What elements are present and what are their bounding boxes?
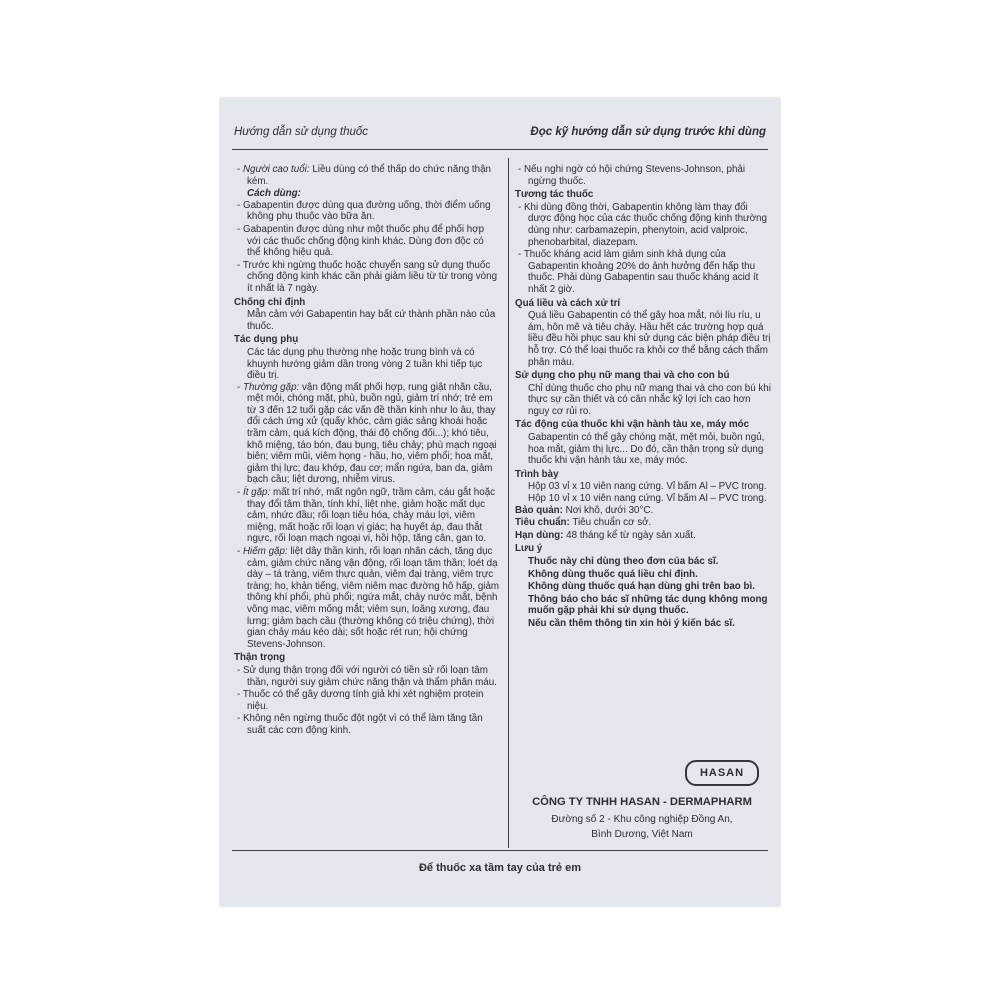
caution-item: - Thuốc có thể gây dương tính giả khi xét nghiệm protein niệu.: [237, 689, 484, 712]
header-right-title: Đọc kỹ hướng dẫn sử dụng trước khi dùng: [530, 126, 766, 138]
less-common-text: mất trí nhớ, mất ngôn ngữ, trầm cảm, cáu gắt hoặc thay đổi tâm thần, tính khí, liệt nhẹ, giảm hoặc mất dục cảm, nhức đầu; rối loạn tiêu hóa, chảy máu lợi, viêm miệng, mất hoặc rối loạn vị giác; hạ huyết áp, đau thắt ngực, rối loạn mạch ngoại vi, hồi hộp, tăng cân, gan to.: [247, 487, 496, 545]
driving-heading: Tác động của thuốc khi vận hành tàu xe, máy móc: [515, 419, 750, 431]
expiry-text: 48 tháng kể từ ngày sản xuất.: [566, 529, 696, 541]
side-effects-less-common: - Ít gặp: mất trí nhớ, mất ngôn ngữ, trầm cảm, cáu gắt hoặc thay đổi tâm thần, tính khí, liệt nhẹ, giảm hoặc mất dục cảm, nhức đầu; rối loạn tiêu hóa, chảy máu lợi, viêm miệng, mất hoặc rối loạn vị giác; hạ huyết áp, đau thắt ngực, rối loạn mạch ngoại vi, hồi hộp, tăng cân, gan to.: [237, 487, 496, 545]
note-item: Thông báo cho bác sĩ những tác dụng không mong muốn gặp phải khi sử dụng thuốc.: [528, 593, 768, 617]
pregnancy-heading: Sử dụng cho phụ nữ mang thai và cho con bú: [515, 370, 730, 382]
presentation-item: Hộp 03 vỉ x 10 viên nang cứng. Vỉ bấm Al – PVC trong.: [528, 481, 767, 493]
column-divider: [508, 158, 509, 848]
footer-warning: Để thuốc xa tầm tay của trẻ em: [418, 862, 581, 874]
side-effects-heading: Tác dụng phụ: [234, 334, 299, 346]
caution-item: - Không nên ngừng thuốc đột ngột vì có thể làm tăng tần suất các cơn động kinh.: [237, 713, 483, 736]
pregnancy-text: Chỉ dùng thuốc cho phụ nữ mang thai và cho con bú khi thực sự cần thiết và có cân nhắc kỹ lợi ích cao hơn nguy cơ rủi ro.: [528, 382, 771, 417]
storage-text: Nơi khô, dưới 30°C.: [565, 504, 654, 516]
header-left-title: Hướng dẫn sử dụng thuốc: [234, 126, 369, 138]
overdose-heading: Quá liều và cách xử trí: [515, 297, 621, 309]
interaction-item: - Thuốc kháng acid làm giảm sinh khả dụng của Gabapentin khoảng 20% do ảnh hưởng đến hấp thu thuốc. Phải dùng Gabapentin sau thuốc kháng acid ít nhất 2 giờ.: [518, 249, 759, 295]
side-effects-rare: - Hiếm gặp: liệt dây thần kinh, rối loạn nhân cách, tăng dục cảm, giảm chức năng vận động, rối loạn tâm thần; loét dạ dày – tá tràng, viêm thực quản, viêm đại tràng, viêm trực tràng; ho, khản tiếng, viêm niêm mạc đường hô hấp, giảm thông khí phổi, phù phổi; ngứa mắt, chảy nước mắt, bệnh võng mạc, viêm mống mắt; viêm sụn, loãng xương, đau lưng; giảm bạch cầu (thường không có triệu chứng), thời gian chảy máu kéo dài; sốt hoặc rét run; hội chứng Stevens-Johnson.: [237, 546, 500, 650]
common-label: Thường gặp:: [242, 381, 300, 393]
interaction-item: - Khi dùng đồng thời, Gabapentin không làm thay đổi dược động học của các thuốc chống động kinh thường dùng như: carbamazepin, phenytoin, acid valproic, phenobarbital, diazepam.: [518, 201, 767, 248]
right-column: [515, 164, 773, 631]
rare-text: liệt dây thần kinh, rối loạn nhân cách, tăng dục cảm, giảm chức năng vận động, rối loạn tâm thần; loét dạ dày – tá tràng, viêm thực quản, viêm đại tràng, viêm trực tràng; ho, khản tiếng, viêm niêm mạc đường hô hấp, giảm thông khí phổi, phù phổi; ngứa mắt, chảy nước mắt, bệnh võng mạc, viêm mống mắt; viêm sụn, loãng xương, đau lưng; giảm bạch cầu (thường không có triệu chứng), thời gian chảy máu kéo dài; sốt hoặc rét run; hội chứng Stevens-Johnson.: [247, 546, 500, 650]
elderly-item: - Người cao tuổi: Liều dùng có thể thấp do chức năng thận kém.: [237, 164, 492, 187]
note-item: Không dùng thuốc quá hạn dùng ghi trên bao bì.: [528, 581, 755, 593]
storage-line: [515, 505, 773, 517]
caution-heading: Thận trọng: [234, 652, 286, 664]
presentation-item: Hộp 10 vỉ x 10 viên nang cứng. Vỉ bấm Al – PVC trong.: [528, 493, 767, 505]
usage-item: - Trước khi ngừng thuốc hoặc chuyển sang sử dụng thuốc chống động kinh khác cần phải giảm liều từ từ trong vòng ít nhất là 7 ngày.: [237, 259, 498, 294]
usage-item: - Gabapentin được dùng như một thuốc phụ để phối hợp với các thuốc chống động kinh khác. Dùng đơn độc có thể không hiệu quả.: [237, 223, 485, 259]
logo-text: HASAN: [699, 767, 745, 779]
presentation-heading: Trình bày: [515, 468, 559, 480]
note-heading: Lưu ý: [515, 543, 543, 555]
elderly-text: Liều dùng có thể thấp do chức năng thận kém.: [247, 164, 492, 187]
elderly-label: Người cao tuổi:: [242, 164, 310, 175]
company-address-line-2: Bình Dương, Việt Nam: [591, 829, 693, 840]
less-common-label: Ít gặp:: [242, 487, 271, 499]
leaflet-sheet: [220, 98, 780, 906]
usage-item: - Gabapentin được dùng qua đường uống, thời điểm uống không phụ thuộc vào bữa ăn.: [237, 199, 491, 223]
expiry-label: Hạn dùng:: [515, 529, 564, 541]
overdose-text: Quá liều Gabapentin có thể gây hoa mắt, nói líu ríu, u ám, hôn mê và tiêu chảy. Hầu hết các trường hợp quá liều đều hồi phục sau khi sử dụng các biện pháp điều trị hỗ trợ. Có thể loại thuốc ra khỏi cơ thể bằng cách thẩm phân máu.: [528, 310, 771, 368]
contraindication-text: Mẫn cảm với Gabapentin hay bất cứ thành phần nào của thuốc.: [247, 309, 496, 332]
common-text: vận động mất phối hợp, rung giật nhãn cầu, mệt mỏi, chóng mặt, phù, buồn ngủ, giảm trí nhớ; trẻ em từ 3 đến 12 tuổi gặp các vấn đề thần kinh như lo âu, thay đổi cách ứng xử (quấy khóc, cảm giác sảng khoái hoặc trầm cảm, quá kích động, thái độ chống đối...); khó tiêu, khô miệng, táo bón, đau bụng, tiêu chảy; phù mạch ngoại biên; viêm mũi, viêm họng - hầu, ho, viêm phổi; hoa mắt, giảm thị lực; đau khớp, đau cơ; mẩn ngứa, ban da, giảm bạch cầu; liệt dương, nhiễm virus.: [247, 381, 497, 486]
left-column: [234, 164, 500, 738]
note-item: Không dùng thuốc quá liều chỉ định.: [528, 568, 698, 580]
caution-item: - Sử dụng thận trọng đối với người có tiền sử rối loạn tâm thần, người suy giảm chức năng thận và thẩm phân máu.: [237, 664, 497, 688]
hasan-logo: [685, 760, 759, 786]
expiry-line: [515, 530, 773, 542]
usage-heading: Cách dùng:: [247, 188, 301, 200]
sjs-item: - Nếu nghi ngờ có hội chứng Stevens-Johnson, phải ngừng thuốc.: [518, 164, 746, 187]
standard-label: Tiêu chuẩn:: [515, 517, 570, 529]
header-divider: [232, 149, 768, 150]
contraindication-heading: Chống chỉ định: [234, 296, 306, 308]
note-item: Nếu cần thêm thông tin xin hỏi ý kiến bác sĩ.: [528, 617, 735, 629]
leaflet-header: [232, 126, 768, 146]
interaction-heading: Tương tác thuốc: [515, 189, 594, 201]
driving-text: Gabapentin có thể gây chóng mặt, mệt mỏi, buồn ngủ, hoa mắt, giảm thị lực... Do đó, cần thận trọng sử dụng thuốc khi vận hành tàu xe, máy móc.: [528, 432, 765, 467]
footer-divider: [232, 850, 768, 851]
standard-text: Tiêu chuẩn cơ sở.: [572, 517, 652, 529]
side-effects-common: - Thường gặp: vận động mất phối hợp, rung giật nhãn cầu, mệt mỏi, chóng mặt, phù, buồn ngủ, giảm trí nhớ; trẻ em từ 3 đến 12 tuổi gặp các vấn đề thần kinh như lo âu, thay đổi cách ứng xử (quấy khóc, cảm giác sảng khoái hoặc trầm cảm, quá kích động, thái độ chống đối...); khó tiêu, khô miệng, táo bón, đau bụng, tiêu chảy; phù mạch ngoại biên; viêm mũi, viêm họng - hầu, ho, viêm phổi; hoa mắt, giảm thị lực; đau khớp, đau cơ; mẩn ngứa, ban da, giảm bạch cầu; liệt dương, nhiễm virus.: [237, 381, 497, 486]
company-address-line-1: Đường số 2 - Khu công nghiệp Đồng An,: [551, 814, 733, 825]
rare-label: Hiếm gặp:: [242, 546, 288, 557]
company-name: CÔNG TY TNHH HASAN - DERMAPHARM: [532, 796, 752, 808]
standard-line: [515, 517, 773, 529]
storage-label: Bảo quản:: [515, 504, 563, 516]
note-item: Thuốc này chỉ dùng theo đơn của bác sĩ.: [528, 556, 719, 567]
side-effects-intro: Các tác dụng phụ thường nhẹ hoặc trung bình và có khuynh hướng giảm dần trong vòng 2 tuần khi tiếp tục điều trị.: [247, 346, 483, 382]
